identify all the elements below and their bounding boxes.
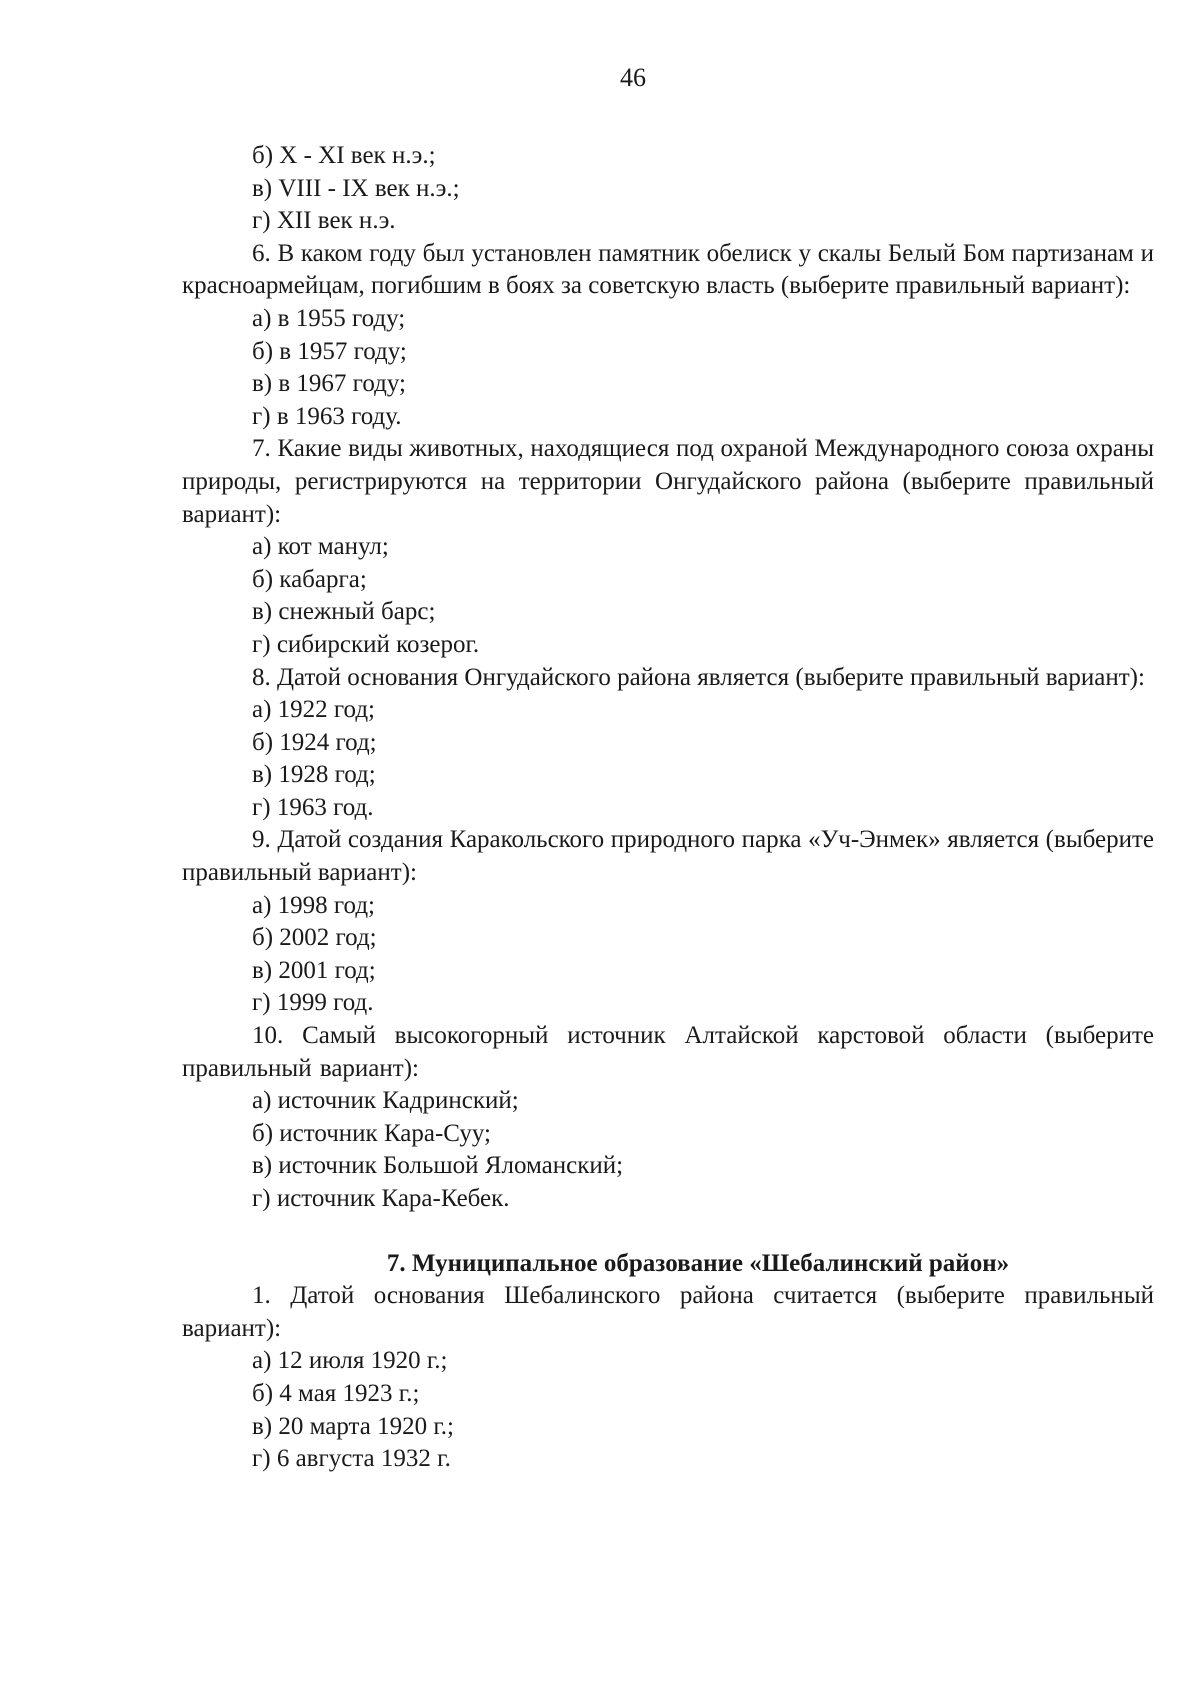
answer-option: г) 6 августа 1932 г. <box>252 1445 451 1473</box>
answer-option: б) X - XI век н.э.; <box>252 142 436 169</box>
document-body <box>182 140 1154 1476</box>
answer-option: в) источник Большой Яломанский; <box>252 1152 624 1180</box>
answer-option: а) 12 июля 1920 г.; <box>252 1347 448 1375</box>
answer-option: г) XII век н.э. <box>252 207 396 235</box>
answer-option: б) 4 мая 1923 г.; <box>252 1379 420 1407</box>
question-1: 1. Датой основания Шебалинского района считается (выберите правильный вариант): <box>182 1282 1154 1342</box>
answer-option: в) 1928 год; <box>252 761 376 789</box>
answer-option: в) 2001 год; <box>252 956 376 984</box>
answer-option: г) сибирский козерог. <box>252 630 480 658</box>
answer-option: б) 2002 год; <box>252 924 377 952</box>
answer-option: г) 1999 год. <box>252 989 374 1017</box>
answer-option: б) кабарга; <box>252 565 367 593</box>
answer-option: а) 1998 год; <box>252 891 375 919</box>
answer-option: г) источник Кара-Кебек. <box>252 1185 510 1212</box>
section-heading: 7. Муниципальное образование «Шебалинский район» <box>386 1249 1010 1277</box>
answer-option: в) в 1967 году; <box>252 370 406 398</box>
answer-option: в) снежный барс; <box>252 598 436 626</box>
answer-option: б) в 1957 году; <box>252 337 407 365</box>
answer-option: г) 1963 год. <box>252 793 374 821</box>
answer-option: а) кот манул; <box>252 533 389 561</box>
answer-option: в) VIII - IX век н.э.; <box>252 174 460 202</box>
question-7: 7. Какие виды животных, находящиеся под охраной Международного союза охраны природы, регистрируются на территории Онгудайского района (выберите правильный вариант): <box>182 435 1154 528</box>
page-number: 46 <box>620 63 646 92</box>
question-6: 6. В каком году был установлен памятник обелиск у скалы Белый Бом партизанам и красноармейцам, погибшим в боях за советскую власть (выберите правильный вариант): <box>182 239 1154 300</box>
section-spacer <box>182 1216 1154 1248</box>
answer-option: а) 1922 год; <box>252 696 375 724</box>
question-10: 10. Самый высокогорный источник Алтайской карстовой области (выберите правильный вариант): <box>182 1022 1154 1082</box>
answer-option: б) источник Кара-Суу; <box>252 1119 491 1147</box>
answer-option: г) в 1963 году. <box>252 402 402 430</box>
answer-option: в) 20 марта 1920 г.; <box>252 1412 455 1440</box>
answer-option: б) 1924 год; <box>252 728 377 756</box>
answer-option: а) источник Кадринский; <box>252 1087 519 1115</box>
answer-option: а) в 1955 году; <box>252 304 406 332</box>
question-9: 9. Датой создания Каракольского природного парка «Уч-Энмек» является (выберите правильный вариант): <box>182 826 1154 887</box>
question-8: 8. Датой основания Онгудайского района является (выберите правильный вариант): <box>252 663 1145 691</box>
